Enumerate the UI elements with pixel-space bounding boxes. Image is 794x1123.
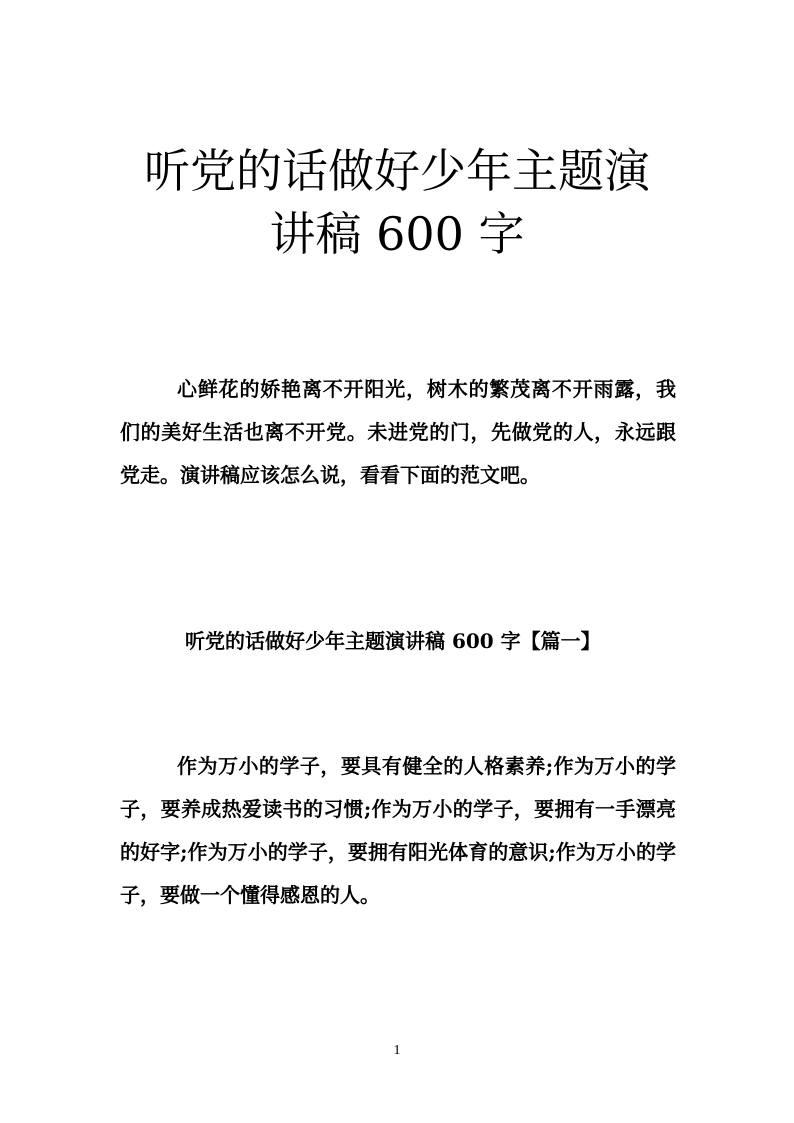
page-title [60, 140, 734, 266]
page-number: 1 [393, 1043, 401, 1058]
section-paragraph: 作为万小的学子，要具有健全的人格素养;作为万小的学子，要养成热爱读书的习惯;作为万小的学子，要拥有一手漂亮的好字;作为万小的学子，要拥有阳光体育的意识;作为万小的学子，要做一个懂得感恩的人。 [120, 754, 676, 907]
page-title-line-1: 听党的话做好少年主题演 [144, 144, 650, 198]
intro-paragraph: 心鲜花的娇艳离不开阳光，树木的繁茂离不开雨露，我们的美好生活也离不开党。未进党的门，先做党的人，永远跟党走。演讲稿应该怎么说，看看下面的范文吧。 [120, 377, 676, 487]
section-heading: 听党的话做好少年主题演讲稿 600 字【篇一】 [185, 629, 601, 653]
page-title-line-2: 讲稿 600 字 [269, 207, 525, 261]
